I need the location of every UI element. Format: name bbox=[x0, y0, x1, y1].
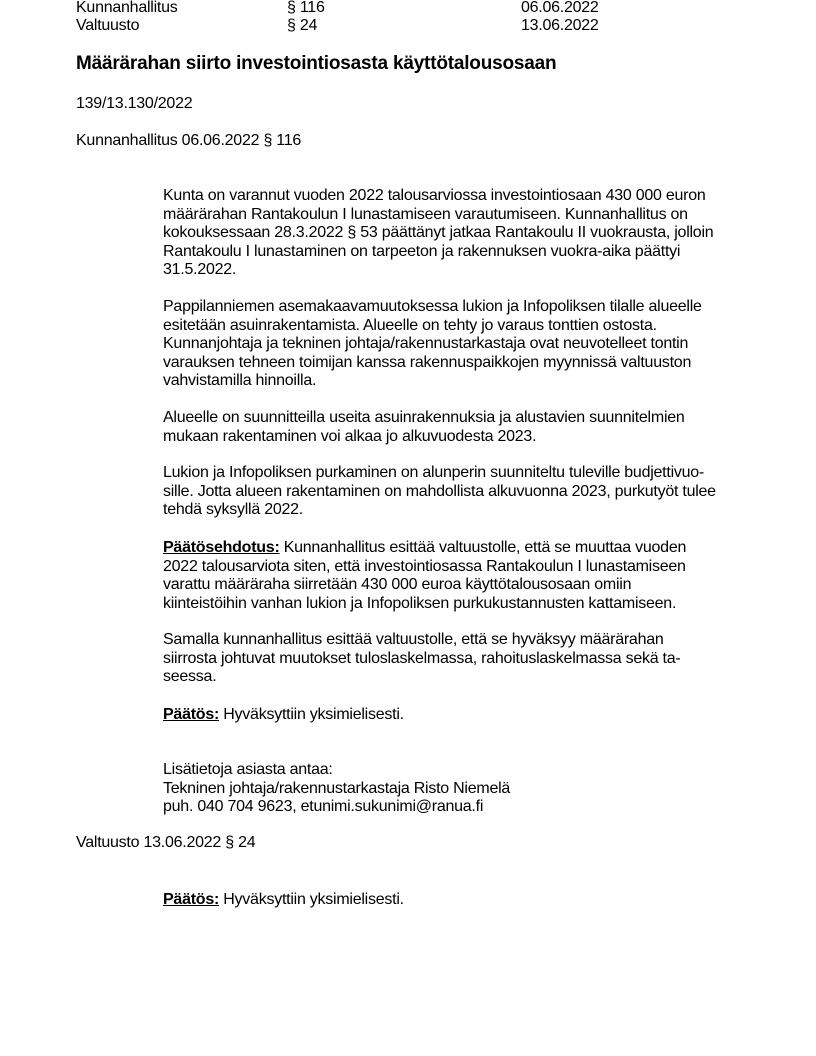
text-line: Pappilanniemen asemakaavamuutoksessa lukion ja Infopoliksen tilalle alueelle bbox=[163, 298, 702, 315]
text-line: 2022 talousarviota siten, että investointiosassa Rantakoulun I lunastamiseen bbox=[163, 557, 686, 575]
decision-label: Päätös: bbox=[163, 706, 220, 723]
valtuusto-heading: Valtuusto 13.06.2022 § 24 bbox=[76, 834, 256, 851]
text-line: mukaan rakentaminen voi alkaa jo alkuvuodesta 2023. bbox=[163, 427, 537, 445]
page-title: Määrärahan siirto investointiosasta käyttötalousosaan bbox=[76, 53, 557, 74]
decision-kh bbox=[163, 706, 404, 725]
text-line: kokouksessaan 28.3.2022 § 53 päättänyt jatkaa Rantakoulu II vuokrausta, jolloin bbox=[163, 224, 714, 241]
text-line: Kunnanhallitus esittää valtuustolle, että se muuttaa vuoden bbox=[279, 539, 687, 556]
text-line: puh. 040 704 9623, etunimi.sukunimi@ranua.fi bbox=[163, 798, 484, 815]
text-line: siirrosta johtuvat muutokset tuloslaskelmassa, rahoituslaskelmassa sekä ta- bbox=[163, 649, 681, 667]
text-line: tehdä syksyllä 2022. bbox=[163, 501, 303, 518]
paragraph-3 bbox=[163, 409, 685, 446]
contact-info bbox=[163, 761, 510, 817]
text-line: esitetään asuinrakentamista. Alueelle on tehty jo varaus tonttien ostosta. bbox=[163, 316, 657, 334]
header-body-1: Kunnanhallitus bbox=[76, 0, 178, 16]
text-line: Samalla kunnanhallitus esittää valtuustolle, että se hyväksyy määrärahan bbox=[163, 631, 664, 648]
proposal-label: Päätösehdotus: bbox=[163, 539, 280, 556]
header-section-1: § 116 bbox=[287, 0, 325, 16]
kh-heading: Kunnanhallitus 06.06.2022 § 116 bbox=[76, 132, 302, 149]
text-line: varattu määräraha siirretään 430 000 euroa käyttötalousosaan omiin bbox=[163, 576, 632, 593]
text-line: Rantakoulu I lunastaminen on tarpeeton ja rakennuksen vuokra-aika päättyi bbox=[163, 242, 681, 260]
text-line: seessa. bbox=[163, 668, 217, 685]
text-line: määrärahan Rantakoulun I lunastamiseen varautumiseen. Kunnanhallitus on bbox=[163, 205, 688, 223]
text-line: vahvistamilla hinnoilla. bbox=[163, 372, 317, 389]
decision-text: Hyväksyttiin yksimielisesti. bbox=[219, 891, 404, 908]
paragraph-4 bbox=[163, 464, 716, 520]
header-body-2: Valtuusto bbox=[76, 17, 140, 34]
header-date-1: 06.06.2022 bbox=[521, 0, 599, 16]
text-line: Kunnanjohtaja ja tekninen johtaja/rakennustarkastaja ovat neuvotelleet tontin bbox=[163, 335, 689, 352]
header-section-2: § 24 bbox=[287, 17, 318, 34]
paragraph-1 bbox=[163, 187, 713, 280]
text-line: Alueelle on suunnitteilla useita asuinrakennuksia ja alustavien suunnitelmien bbox=[163, 409, 685, 426]
decision-valtuusto bbox=[163, 891, 404, 910]
text-line: 31.5.2022. bbox=[163, 261, 237, 278]
text-line: Lukion ja Infopoliksen purkaminen on alunperin suunniteltu tuleville budjettivuo- bbox=[163, 464, 704, 481]
paragraph-samalla bbox=[163, 631, 680, 687]
text-line: Tekninen johtaja/rakennustarkastaja Risto Niemelä bbox=[163, 779, 511, 797]
proposal-paragraph bbox=[163, 539, 686, 613]
text-line: varauksen tehneen toimijan kanssa rakennuspaikkojen myynnissä valtuuston bbox=[163, 353, 692, 371]
decision-label: Päätös: bbox=[163, 891, 220, 908]
case-number: 139/13.130/2022 bbox=[76, 95, 193, 112]
text-line: Lisätietoja asiasta antaa: bbox=[163, 761, 333, 778]
text-line: Kunta on varannut vuoden 2022 talousarviossa investointiosaan 430 000 euron bbox=[163, 187, 706, 204]
decision-text: Hyväksyttiin yksimielisesti. bbox=[219, 706, 404, 723]
text-line: sille. Jotta alueen rakentaminen on mahdollista alkuvuonna 2023, purkutyöt tulee bbox=[163, 482, 716, 500]
paragraph-2 bbox=[163, 298, 702, 391]
header-date-2: 13.06.2022 bbox=[521, 17, 599, 34]
text-line: kiinteistöihin vanhan lukion ja Infopoliksen purkukustannusten kattamiseen. bbox=[163, 594, 677, 612]
